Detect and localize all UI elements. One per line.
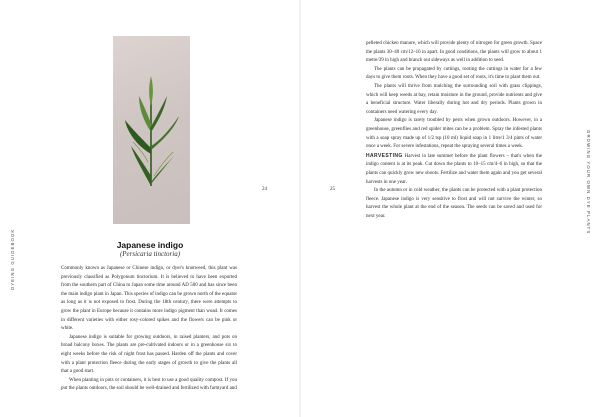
right-paragraph: The plants will thrive from mulching the surrounding soil with grass clippings, which will keep weeds at bay, retain moisture in the ground, provide nutrients and give a beneficial structure. Water liberally during hot and dry periods. Plants grown in containers need watering every day.: [366, 83, 542, 115]
left-body-text: [61, 265, 237, 394]
indigo-leaves-icon: [113, 36, 190, 224]
left-page-number: 24: [262, 187, 267, 192]
left-running-head: DYEING GUIDEBOOK: [10, 228, 15, 290]
right-body-text: [366, 40, 542, 221]
right-page-number: 25: [330, 187, 335, 192]
left-paragraph: Commonly known as Japanese or Chinese indigo, or dyer's knotweed, this plant was previously classified as Polygonum tinctorium. It is believed to have been exported from the southern part of China to Japan some time around AD 500 and has since been the main indigo plant in Japan. This species of indigo can be grown north of the equator as long as it is not exposed to frost. During the 18th century, there were attempts to grow the plant in Europe because it contains more indigo pigment than woad. It comes in different varieties with either rosy-colored spikes and the flowers can be pink or white.: [61, 266, 237, 332]
right-page: [300, 0, 600, 417]
harvest-text: Harvest in late summer before the plant flowers – that's when the indigo content is at its peak. Cut down the plants to 10–15 cm/4–6 in high, so that the plants can quickly grow new shoots. Fertilize and water them again and you get several harvests in one year.: [366, 153, 542, 185]
harvest-lead-in: HARVESTING: [366, 152, 403, 159]
indigo-plant-photo: [113, 36, 190, 224]
right-paragraph: Japanese indigo is rarely troubled by pests when grown outdoors. However, in a greenhouse, greenflies and red spider mites can be a problem. Spray the infested plants with a soap spray made up of 1/2 tsp (10 ml) liquid soap in 1 litre/1 3/4 pints of water once a week. For severe infestations, repeat the spraying several times a week.: [366, 118, 542, 150]
right-paragraph: In the autumn or in cold weather, the plants can be protected with a plant protection fleece. Japanese indigo is very sensitive to frost and will not survive the winter, so harvest the whole plant at the end of the season. The seeds can be saved and used for next year.: [366, 188, 542, 219]
harvest-paragraph: [366, 152, 542, 187]
right-paragraph: The plants can be propagated by cuttings, rooting the cuttings in water for a few days to give them roots. When they have a good set of roots, it's time to plant them out.: [366, 66, 542, 81]
plant-latin-name: (Persicaria tinctoria): [119, 250, 181, 258]
plant-title: Japanese indigo: [116, 240, 184, 250]
right-paragraph: pelleted chicken manure, which will provide plenty of nitrogen for green growth. Space the plants 30–40 cm/12–16 in apart. In good conditions, the plants will grow to about 1 metre/39 in high and branch out sideways as well in addition to seed.: [366, 41, 542, 64]
leaf-cluster: [125, 76, 179, 186]
left-paragraph: When planting in pots or containers, it is best to use a good quality compost. If you put the plants outdoors, the soil should be well-drained and fertilized with farmyard and: [61, 377, 237, 392]
right-running-head: GROWING YOUR OWN DYE PLANTS: [586, 130, 591, 235]
left-paragraph: Japanese indigo is suitable for growing outdoors, in raised planters, and pots on broad balcony boxes. The plants are pre-cultivated indoors or in a greenhouse six to eight weeks before the risk of night frost has passed. Harden off the plants and cover with a plant protection fleece during the early stages of growth to give the plants all that a good start.: [61, 334, 237, 375]
